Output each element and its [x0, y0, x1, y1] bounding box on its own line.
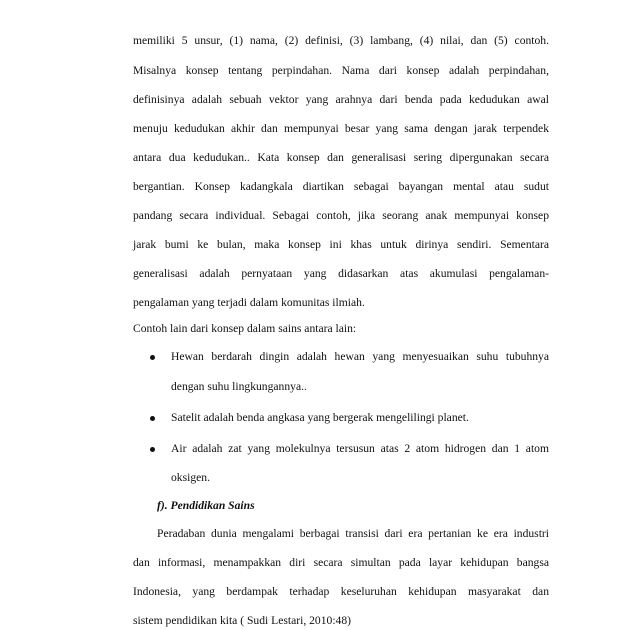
paragraph-line: dan informasi, menampakkan diri secara simultan pada layar kehidupan bangsa	[133, 556, 549, 569]
section-heading: f). Pendidikan Sains	[157, 499, 255, 512]
bullet-icon	[150, 416, 155, 421]
list-item-continuation: dengan suhu lingkungannya..	[171, 380, 307, 393]
paragraph-line: sistem pendidikan kita ( Sudi Lestari, 2010:48)	[133, 614, 351, 627]
paragraph-line: menuju kedudukan akhir dan mempunyai besar yang sama dengan jarak terpendek	[133, 122, 549, 135]
examples-intro: Contoh lain dari konsep dalam sains antara lain:	[133, 322, 357, 335]
paragraph-line: jarak bumi ke bulan, maka konsep ini khas untuk dirinya sendiri. Sementara	[133, 238, 549, 251]
paragraph-line: Misalnya konsep tentang perpindahan. Nama dari konsep adalah perpindahan,	[133, 64, 549, 77]
paragraph-line: pengalaman yang terjadi dalam komunitas ilmiah.	[133, 296, 365, 309]
paragraph-line: Peradaban dunia mengalami berbagai transisi dari era pertanian ke era industri	[157, 527, 549, 540]
paragraph-line: Indonesia, yang berdampak terhadap keseluruhan kehidupan masyarakat dan	[133, 585, 549, 598]
paragraph-line: bergantian. Konsep kadangkala diartikan sebagai bayangan mental atau sudut	[133, 180, 549, 193]
paragraph-line: memiliki 5 unsur, (1) nama, (2) definisi, (3) lambang, (4) nilai, dan (5) contoh.	[133, 34, 549, 47]
list-item: Hewan berdarah dingin adalah hewan yang menyesuaikan suhu tubuhnya	[171, 350, 549, 363]
bullet-icon	[150, 355, 155, 360]
paragraph-line: definisinya adalah sebuah vektor yang arahnya dari benda pada kedudukan awal	[133, 93, 549, 106]
list-item: Air adalah zat yang molekulnya tersusun atas 2 atom hidrogen dan 1 atom	[171, 442, 549, 455]
list-item: Satelit adalah benda angkasa yang bergerak mengelilingi planet.	[171, 411, 469, 424]
bullet-icon	[150, 447, 155, 452]
paragraph-line: antara dua kedudukan.. Kata konsep dan generalisasi sering dipergunakan secara	[133, 151, 549, 164]
list-item-continuation: oksigen.	[171, 471, 210, 484]
paragraph-line: generalisasi adalah pernyataan yang didasarkan atas akumulasi pengalaman-	[133, 267, 549, 280]
paragraph-line: pandang secara individual. Sebagai contoh, jika seorang anak mempunyai konsep	[133, 209, 549, 222]
